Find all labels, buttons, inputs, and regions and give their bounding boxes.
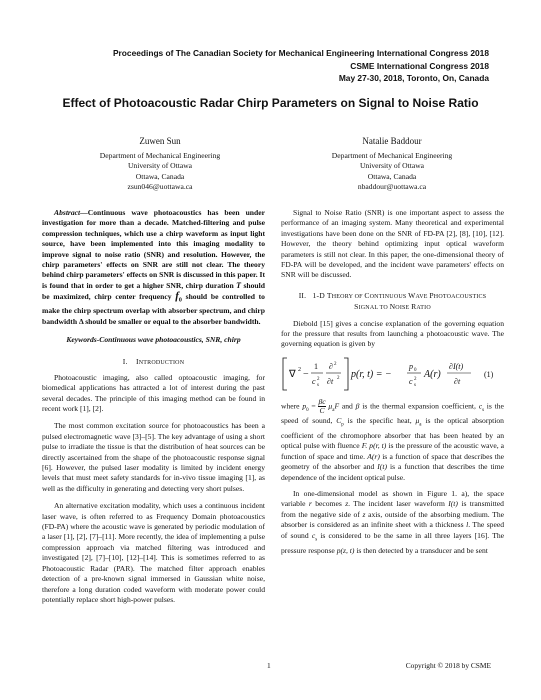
s2-t6: AVE xyxy=(415,293,430,300)
oned-4: is transmitted from the negative side of xyxy=(281,499,504,519)
where-text-8: is the pressure of the acoustic wave, a function of space and time. xyxy=(281,441,505,461)
page-number: 1 xyxy=(267,661,271,670)
Cp-inline: C xyxy=(336,416,342,426)
cs-inline: c xyxy=(478,401,483,411)
where-text-4: coefficient, xyxy=(441,401,476,411)
section-1-number: I. xyxy=(122,357,128,367)
minus-sign: − xyxy=(303,368,309,380)
and-word: and xyxy=(341,401,353,411)
cs-bottom-sup: 2 xyxy=(414,376,417,382)
where-text-10: is a function that describes the time dependence of the incident optical pulse. xyxy=(281,462,504,482)
author-city: Ottawa, Canada xyxy=(367,171,417,181)
A-of-r: A(r) xyxy=(424,368,441,380)
author-name: Natalie Baddour xyxy=(362,136,422,146)
header-line-3: May 27-30, 2018, Toronto, On, Canada xyxy=(338,73,489,83)
abstract-dash: — xyxy=(80,208,88,217)
partial-bottom: ∂t xyxy=(327,376,334,386)
nabla-symbol: ∇ xyxy=(289,368,296,380)
bracket-right xyxy=(344,358,348,390)
where-text-5: is the speed of sound, xyxy=(281,401,504,426)
s2-l2-2: IGNAL TO xyxy=(358,305,390,312)
intro-paragraph-3: An alternative excitation modality, which uses a continuous incident laser wave, is often referred to as Frequency Domain photoacoustics (FD-PA) where the acoustic wave is generated by periodic modulation of a laser [1], [2], [7]–[11]. More recently, the idea of implementing a pulse compression approach via matched filtering was introduced and investigated [2], [7]–[10], [12]–[14]. This is sometimes referred to as Photoacoustic Radar (PAR). The matched filter approach enables detection of a pre-known signal immersed in Gaussian white noise, therefore a long duration coded waveform with moderate power could potentially replace short high-power pulses. xyxy=(42,501,265,604)
s2-t3: C xyxy=(364,290,370,300)
oned-It: I(t) xyxy=(448,499,458,509)
mu-a-F: μ xyxy=(328,401,333,411)
oned-l: l xyxy=(466,520,469,530)
author-name: Zuwen Sun xyxy=(139,136,181,146)
author-univ: University of Ottawa xyxy=(359,161,425,171)
header-line-1: Proceedings of The Canadian Society for Mechanical Engineering International Congress 2018 xyxy=(112,48,489,58)
section-2-heading xyxy=(281,291,504,302)
oned-5: axis, outside of the absorbing medium. The absorber is considered as an infinite sheet with a thickness xyxy=(281,509,504,530)
cs-bottom-sub: s xyxy=(414,382,416,388)
pressure-lhs: p(r, t) = − xyxy=(351,368,392,380)
where-paragraph: where $p_0$ = $\frac{\beta c}{C}$ $\mu_aF$ and β is the thermal expansion coefficient, $c_s$ is the speed of sound, $C_p$ is the specific heat, $\mu_a$ is the optical absorption coefficient of the chromophore absorber that has been heated by an optical pulse with fluence F. p(r, t) is the pressure of the acoustic wave, a function of space and time. A(r) is a function of space that describes the geometry of the absorber and I(t) is a function that describes the time dependence of the incident optical pulse. xyxy=(281,396,505,482)
partial-bottom-sup: 2 xyxy=(337,375,340,381)
oned-6: . The speed of sound xyxy=(281,520,505,540)
Ar-inline: A(r) xyxy=(367,451,380,461)
oned-z: z xyxy=(345,499,349,509)
p0-numerator: βc xyxy=(318,396,326,406)
It-inline: I(t) xyxy=(377,462,387,472)
copyright-notice: Copyright © 2018 by CSME xyxy=(405,661,491,670)
section-2-number: II. xyxy=(298,290,307,300)
section-1-title-initial: I xyxy=(135,357,139,367)
paper-title: Effect of Photoacoustic Radar Chirp Parameters on Signal to Noise Ratio xyxy=(62,96,479,110)
snr-intro-paragraph: Signal to Noise Ratio (SNR) is one important aspect to assess the performance of an imaging system. Many theoretical and experimental investigations have been done on the SNR of FD-PA [2], [8], [10], [12]. However, the theory behind optimizing input optical waveform parameters is still not clear. In this paper, the one-dimensional theory of FD-PA will be developed, and the incident wave parameters' effects on SNR will be discussed. xyxy=(281,208,504,280)
p0-top-sub: 0 xyxy=(414,367,417,373)
partial-top: ∂ xyxy=(329,361,333,371)
p0-top: p xyxy=(409,361,413,371)
author-block-1 xyxy=(55,136,265,193)
where-text-9: is a function of space that describes the geometry of the absorber and xyxy=(281,451,504,472)
where-word: where xyxy=(281,401,300,411)
oned-3: . The incident laser waveform xyxy=(348,499,445,509)
where-text-6: is the specific heat, xyxy=(347,416,412,426)
p0-def: p xyxy=(302,401,307,411)
oned-cs: c xyxy=(311,530,316,540)
s2-l2-5: R xyxy=(411,302,417,312)
oned-pzt: p(z, t) xyxy=(336,545,355,555)
oned-7: is considered to be the same in all three layers [16]. The pressure response xyxy=(281,530,505,555)
s2-t7: P xyxy=(429,290,434,300)
beta-symbol: β xyxy=(355,401,360,411)
section-1-title-rest: NTRODUCTION xyxy=(138,360,185,367)
abstract-text-1: Continuous wave photoacoustics has been under investigation for more than a decade. Matched-filtering and pulse compression techniques, which use a chirp waveform as input light source, have been implemented into this imaging modality to improve signal to noise ratio (SNR) and resolution. However, the chirp parameters' effects on SNR are still not clear. The theory behind chirp parameters' effects on SNR is discussed in this paper. It is found that in order to get a higher SNR, chirp duration xyxy=(42,208,265,290)
abstract xyxy=(42,208,265,327)
s2-l2-3: N xyxy=(389,302,396,312)
section-1-heading xyxy=(42,357,265,368)
s2-l2-6: ATIO xyxy=(416,305,431,312)
section-2-heading-line-2 xyxy=(281,302,504,313)
author-univ: University of Ottawa xyxy=(127,161,193,171)
symbol-delta: Δ xyxy=(78,316,84,326)
where-text-3: is the thermal expansion xyxy=(362,401,439,411)
p0-denominator: C xyxy=(319,405,325,415)
left-column xyxy=(42,208,265,605)
author-city: Ottawa, Canada xyxy=(135,171,185,181)
author-email: nbaddour@uottawa.ca xyxy=(357,182,427,192)
keywords: Keywords-Continuous wave photoacoustics, SNR, chirp xyxy=(66,334,241,344)
equation-1 xyxy=(281,354,504,394)
author-dept: Department of Mechanical Engineering xyxy=(331,150,453,160)
s2-l2-4: OISE xyxy=(395,305,412,312)
where-text-7: is the optical absorption coefficient of the chromophore absorber that has been heated by an optical pulse with fluence xyxy=(281,416,504,451)
author-email: zsun046@uottawa.ca xyxy=(127,182,193,192)
equation-svg xyxy=(281,354,504,394)
dI-top: ∂I(t) xyxy=(449,361,464,371)
one-d-paragraph: In one-dimensional model as shown in Figure 1. a), the space variable r becomes z. The incident laser waveform I(t) is transmitted from the negative side of z axis, outside of the absorbing medium. The absorber is considered as an infinite sheet with a thickness l. The speed of sound $c_s$ is considered to be the same in all three layers [16]. The pressure response p(z, t) is then detected by a transducer and be sent xyxy=(281,489,505,555)
partial-top-sup: 2 xyxy=(334,361,337,367)
equation-number: (1) xyxy=(484,369,494,379)
s2-t1: 1-D T xyxy=(312,290,332,300)
s2-t4: ONTINUOUS xyxy=(369,293,409,300)
oned-2: becomes xyxy=(315,499,342,509)
p0-fraction xyxy=(318,398,325,415)
right-column xyxy=(281,208,504,556)
oned-1: In one-dimensional model as shown in Figure 1. a), the space variable xyxy=(281,489,504,509)
proceedings-header xyxy=(113,47,489,85)
diebold-paragraph: Diebold [15] gives a concise explanation of the governing equation for the pressure that results from launching a photoacoustic wave. The governing equation is given by xyxy=(281,318,504,349)
intro-paragraph-1: Photoacoustic imaging, also called optoacoustic imaging, for biomedical applications has attracted a lot of interest during the past several decades. The principle of this imaging method can be found in recent work [1], [2]. xyxy=(42,372,265,414)
s2-l2-1: S xyxy=(354,302,359,312)
prt-inline: p(r, t) xyxy=(369,441,387,451)
abstract-text-2: should be maximized, chirp center frequency xyxy=(42,280,265,302)
s2-t2: HEORY OF xyxy=(331,293,365,300)
s2-t5: W xyxy=(408,290,416,300)
symbol-f0-sub: 0 xyxy=(178,297,182,304)
F-inline: F. xyxy=(361,441,368,451)
intro-paragraph-2: The most common excitation source for photoacoustics has been a pulsed electromagnetic wave [3]–[5]. The key advantage of using a short pulse to irradiate the tissue is that the distribution of heat sources can be directly ascertained from the shape of the photoacoustic response signal [6]. However, the pulsed laser modality is limited by incident energy levels that must meet safety standards for in-vivo tissue imaging [1], as well as the difficulty in generating and detecting very short pulses. xyxy=(42,421,265,493)
oned-8: is then detected by a transducer and be sent xyxy=(356,545,488,555)
fraction-one: 1 xyxy=(314,361,318,371)
cs-sub: s xyxy=(317,382,319,388)
author-block-2 xyxy=(287,136,497,193)
nabla-exponent: 2 xyxy=(298,366,301,373)
oned-z2: z xyxy=(362,509,366,519)
abstract-text-3: should be controlled to make the chirp spectrum overlap with absorber spectrum, and chirp bandwidth xyxy=(42,292,265,326)
bracket-left xyxy=(283,358,287,390)
cs-sup: 2 xyxy=(317,376,320,382)
oned-r: r xyxy=(308,499,312,509)
cs-bottom: c xyxy=(409,376,413,386)
abstract-text-4: should be smaller or equal to the absorber bandwidth. xyxy=(85,316,261,326)
dt-bottom: ∂t xyxy=(454,376,461,386)
s2-t8: HOTOACOUSTICS xyxy=(433,293,487,300)
symbol-T: T xyxy=(236,280,241,290)
symbol-f0: f xyxy=(175,290,179,303)
cs-symbol: c xyxy=(312,376,316,386)
header-line-2: CSME International Congress 2018 xyxy=(350,60,489,71)
author-dept: Department of Mechanical Engineering xyxy=(99,150,221,160)
abstract-label: Abstract xyxy=(54,208,81,217)
